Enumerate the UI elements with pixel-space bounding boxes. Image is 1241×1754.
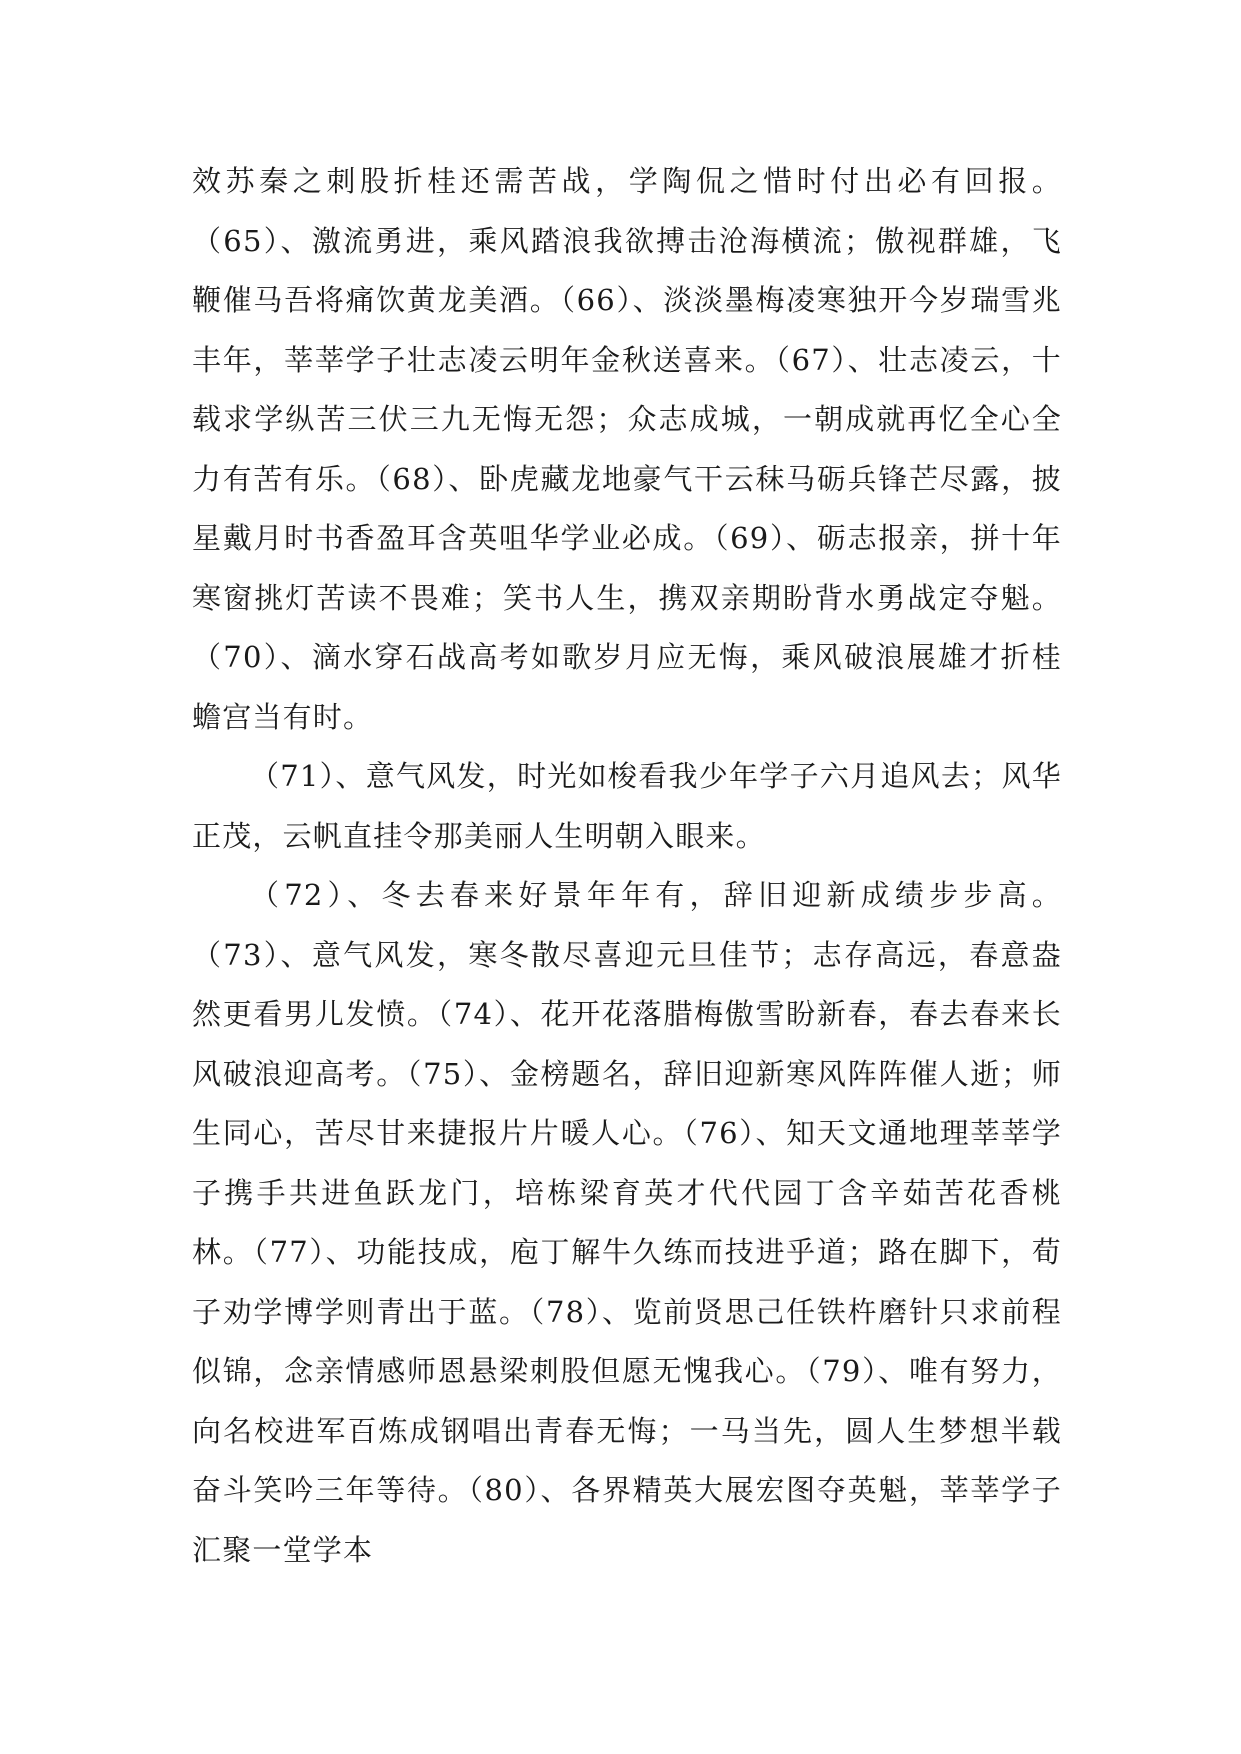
paragraph-1: 效苏秦之刺股折桂还需苦战，学陶侃之惜时付出必有回报。（65）、激流勇进，乘风踏浪我欲搏击沧海横流；傲视群雄，飞鞭催马吾将痛饮黄龙美酒。（66）、淡淡墨梅凌寒独开今岁瑞雪兆丰年，莘莘学子壮志凌云明年金秋送喜来。（67）、壮志凌云，十载求学纵苦三伏三九无悔无怨；众志成城，一朝成就再忆全心全力有苦有乐。（68）、卧虎藏龙地豪气干云秣马砺兵锋芒尽露，披星戴月时书香盈耳含英咀华学业必成。（69）、砺志报亲，拼十年寒窗挑灯苦读不畏难；笑书人生，携双亲期盼背水勇战定夺魁。（70）、滴水穿石战高考如歌岁月应无悔，乘风破浪展雄才折桂蟾宫当有时。 [192, 164, 1062, 734]
paragraph-2: （71）、意气风发，时光如梭看我少年学子六月追风去；风华正茂，云帆直挂令那美丽人生明朝入眼来。 [192, 759, 1062, 853]
document-page [192, 152, 1062, 1580]
paragraph-3: （72）、冬去春来好景年年有，辞旧迎新成绩步步高。（73）、意气风发，寒冬散尽喜迎元旦佳节；志存高远，春意盎然更看男儿发愤。（74）、花开花落腊梅傲雪盼新春，春去春来长风破浪迎高考。（75）、金榜题名，辞旧迎新寒风阵阵催人逝；师生同心，苦尽甘来捷报片片暖人心。（76）、知天文通地理莘莘学子携手共进鱼跃龙门，培栋梁育英才代代园丁含辛茹苦花香桃林。（77）、功能技成，庖丁解牛久练而技进乎道；路在脚下，荀子劝学博学则青出于蓝。（78）、览前贤思己任铁杵磨针只求前程似锦，念亲情感师恩悬梁刺股但愿无愧我心。（79）、唯有努力，向名校进军百炼成钢唱出青春无悔；一马当先，圆人生梦想半载奋斗笑吟三年等待。（80）、各界精英大展宏图夺英魁，莘莘学子汇聚一堂学本 [192, 878, 1062, 1567]
